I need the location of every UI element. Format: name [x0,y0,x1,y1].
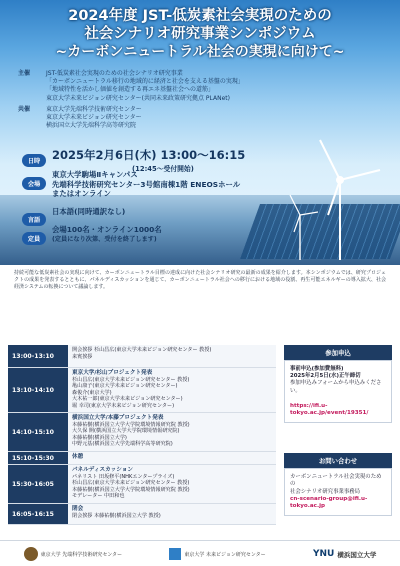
organizer-row: 東京大学未来ビジョン研究センター [46,114,142,122]
venue-building: 先端科学技術研究センター3号館南棟1階 ENEOSホール [52,179,241,189]
organizer-row: 横浜国立大学先端科学高等研究院 [46,122,137,130]
venue-badge: 会場 [22,177,46,190]
title-line-3: ~カーボンニュートラル社会の実現に向けて~ [55,44,345,60]
program-row: 14:10-15:10 横浜国立大学/本藤プロジェクト発表 本藤祐樹(横浜国立大学大学院環境情報研究院 教授) 大久保 開(横浜国立大学大学院環境情報研究院) 本藤祐樹(横浜国立大学) 中野元基(横浜国立大学先端科学高等研究院) [8,413,276,452]
capacity-value: 会場100名・オンライン1000名 [52,225,162,234]
language-value: 日本語(同時通訳なし) [52,207,126,216]
venue-campus: 東京大学駒場Ⅱキャンパス [52,170,138,179]
info-sidebar [284,345,392,516]
contact-email[interactable]: cn-scenario-group@ifi.u-tokyo.ac.jp [290,495,368,510]
hero-banner [0,0,400,265]
program-row: 15:30-16:05 パネルディスカッション パネリスト 田坂修平(NHKエンタープライズ) 杉山昌広(東京大学未来ビジョン研究センター 教授) 本藤祐樹(横浜国立大学大学院環境情報研究院 教授) モデレーター 中田和也 [8,465,276,504]
program-time: 14:10-15:10 [8,413,68,451]
footer-logos [0,540,400,566]
program-row: 13:00-13:10 開会挨拶 杉山昌広(東京大学未来ビジョン研究センター 教授) 来賓挨拶 [8,345,276,368]
organizer-row: 共催 東京大学先端科学技術研究センター [18,105,142,113]
program-time: 15:10-15:30 [8,452,68,464]
organizer-row: 主催 JST-低炭素社会実現のための社会シナリオ研究事業 [18,70,183,77]
organizer-row: 東京大学未来ビジョン研究センター(共同未来政策研究拠点 PLANet) [46,94,230,102]
contact-heading: お問い合わせ [284,453,392,468]
language-badge: 言語 [22,213,46,226]
logo-rcast: 東京大学 先端科学技術研究センター [24,547,122,561]
ifi-logo-icon [169,548,181,560]
program-time: 13:00-13:10 [8,345,68,367]
logo-ynu: YNU 横浜国立大学 [312,549,377,559]
title-line-2: 社会シナリオ研究事業シンポジウム [84,26,316,42]
university-seal-icon [24,547,38,561]
venue-row [22,170,292,199]
program-row: 15:10-15:30 休憩 [8,452,276,465]
apply-box: 事前申込(参加費無料) 2025年2月5日(水)正午締切 参加申込みフォームから申込みください。 https://ifi.u-tokyo.ac.jp/event/19351/ [284,360,392,423]
reception-time: (12:45～受付開始) [132,165,194,173]
venue-online: またはオンライン [52,189,111,199]
title-line-1: 2024年度 JST-低炭素社会実現のための [68,8,332,24]
event-date: 2025年2月6日(木) 13:00～16:15 [52,148,246,162]
date-row [22,148,292,173]
program-row: 13:10-14:10 東京大学/杉山プロジェクト発表 杉山昌広(東京大学未来ビジョン研究センター 教授) 亀山康子(東京大学未来ビジョン研究センター) 森俊介(東京大学) 大木祐一郎(東京大学未来ビジョン研究センター) 堀 幸司(東京大学未来ビジョン研究センター) [8,368,276,413]
program-table [8,345,276,525]
contact-box: カーボンニュートラル社会実現のための 社会シナリオ研究事業事務局 cn-scenario-group@ifi.u-tokyo.ac.jp [284,468,392,516]
language-row [22,207,292,226]
logo-ifi: 東京大学 未来ビジョン研究センター [169,548,265,560]
organizers-block [18,70,368,130]
program-row: 16:05-16:15 閉会 閉会挨拶 本藤祐樹(横浜国立大学 教授) [8,504,276,525]
program-time: 15:30-16:05 [8,465,68,503]
program-time: 13:10-14:10 [8,368,68,412]
date-badge: 日時 [22,154,46,167]
apply-heading: 参加申込 [284,345,392,360]
organizer-row: 「カーボンニュートラル移行の地域的に経済と社会を支える基盤の実現」 [46,78,244,86]
apply-link[interactable]: https://ifi.u-tokyo.ac.jp/event/19351/ [290,402,369,417]
capacity-badge: 定員 [22,232,46,245]
organizer-row: 「地域特性を活かし価値を創造する再エネ基盤社会への道筋」 [46,86,215,94]
intro-text: 持続可能な低炭素社会の実現に向けて、カーボンニュートラル目標の達成に向けた社会シナリオ研究の最新の成果を紹介します。本シンポジウムでは、研究プロジェクトの成果を発表するとともに、パネルディスカッションを通じて、カーボンニュートラル社会への移行における地域の役割、再生可能エネルギーの導入拡大、社会経済システムの転換について議論します。 [14,270,386,290]
capacity-note: (定員になり次第、受付を終了します) [52,235,157,243]
capacity-row [22,226,292,245]
program-time: 16:05-16:15 [8,504,68,524]
